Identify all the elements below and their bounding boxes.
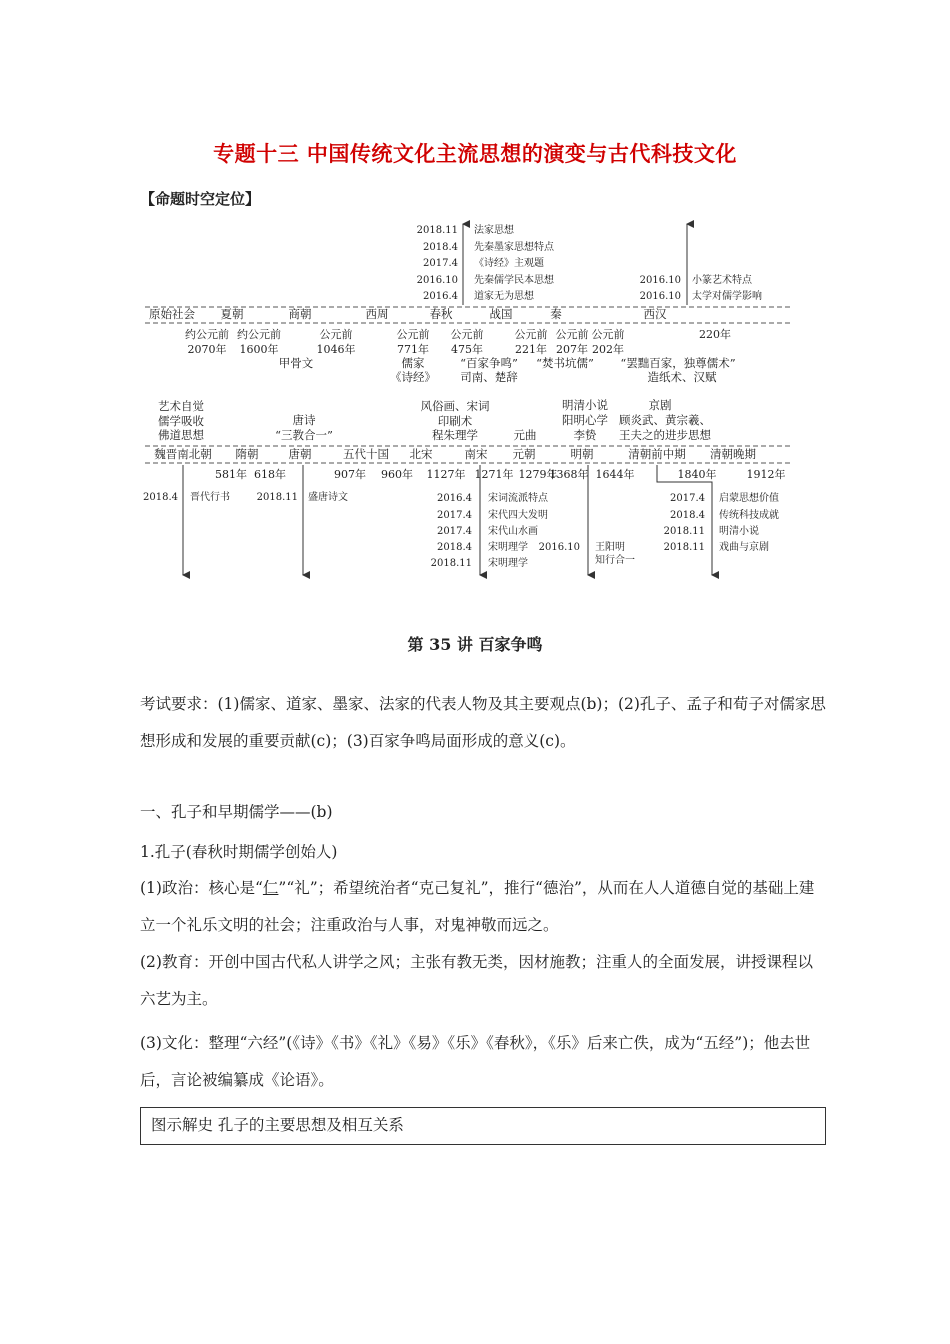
event-label: 元曲 (513, 428, 537, 442)
exam-year-top-left: 2016.4 (423, 291, 458, 302)
p1-rest: ”“礼”；希望统治者“克己复礼”，推行“德治”，从而在人人道德自觉的基础上建立一个礼乐文明的社会；注重政治与人事，对鬼神敬而远之。 (140, 879, 815, 934)
date-label: 1271年 (474, 468, 514, 481)
exam-topic-bottom: 宋词流派特点 (488, 493, 548, 504)
timeline-diagram (0, 210, 950, 585)
paragraph-culture: (3)文化：整理“六经”(《诗》《书》《礼》《易》《乐》《春秋》，《乐》后来亡佚，成为“五经”)；他去世后，言论被编纂成《论语》。 (140, 1034, 811, 1089)
event-label: 阳明心学 (562, 413, 608, 427)
exam-year-top-right: 2016.10 (639, 275, 681, 286)
date-label: 约公元前 (185, 328, 229, 341)
exam-year-bottom: 2017.4 (437, 526, 472, 537)
event-label: 佛道思想 (158, 428, 204, 442)
event-label: 儒家 (401, 356, 425, 370)
era-label: 西汉 (643, 307, 667, 321)
exam-year-top-right: 2016.10 (639, 291, 681, 302)
exam-topic-bottom: 盛唐诗文 (308, 492, 348, 503)
event-label: 风俗画、宋词 (420, 399, 490, 413)
era-label: 明朝 (570, 447, 594, 461)
event-label: 明清小说 (562, 398, 608, 412)
exam-requirements: 考试要求：(1)儒家、道家、墨家、法家的代表人物及其主要观点(b)；(2)孔子、孟子和荀子对儒家思想形成和发展的重要贡献(c)；(3)百家争鸣局面形成的意义(c)。 (140, 695, 826, 750)
date-label: 1644年 (595, 468, 635, 481)
date-label: 1600年 (239, 343, 279, 356)
event-label: 儒学吸收 (158, 414, 204, 428)
exam-year-bottom: 2017.4 (670, 493, 705, 504)
date-label: 公元前 (319, 328, 353, 341)
exam-topic-bottom: 宋代四大发明 (488, 510, 548, 521)
exam-year-bottom: 2018.11 (256, 492, 298, 503)
paragraph-politics (140, 870, 828, 944)
event-label: 司南、楚辞 (460, 370, 518, 384)
exam-year-top-left: 2016.10 (416, 275, 458, 286)
event-label: 《诗经》 (390, 370, 436, 384)
subheading-confucius: 1.孔子(春秋时期儒学创始人) (140, 843, 338, 861)
era-label: 南宋 (464, 447, 488, 461)
era-label: 西周 (365, 307, 389, 321)
date-label: 约公元前 (237, 328, 281, 341)
exam-topic-bottom: 戏曲与京剧 (719, 542, 769, 553)
event-label: “三教合一” (275, 428, 333, 442)
event-label: 艺术自觉 (158, 399, 204, 413)
era-label: 清朝前中期 (628, 447, 686, 461)
event-label: 印刷术 (437, 414, 473, 428)
exam-topic-top-left: 法家思想 (474, 225, 514, 236)
exam-topic-bottom: 明清小说 (719, 526, 759, 537)
exam-year-top-left: 2018.4 (423, 242, 458, 253)
date-label: 1840年 (677, 468, 717, 481)
date-label: 581年 (215, 468, 247, 481)
exam-year-bottom: 2016.4 (437, 493, 472, 504)
date-label: 220年 (699, 328, 731, 341)
exam-year-bottom: 2018.4 (670, 510, 705, 521)
exam-topic-bottom: 晋代行书 (190, 492, 230, 503)
event-label: 王夫之的进步思想 (619, 428, 711, 442)
exam-year-bottom: 2018.4 (143, 492, 178, 503)
era-label: 魏晋南北朝 (154, 447, 212, 461)
date-label: 公元前 (591, 328, 625, 341)
exam-topic-bottom: 宋代山水画 (488, 526, 538, 537)
event-label: “罢黜百家，独尊儒术” (620, 356, 736, 370)
section-label-positioning: 【命题时空定位】 (140, 190, 261, 208)
date-label: 1046年 (316, 343, 356, 356)
era-label: 战国 (489, 307, 513, 321)
exam-year-bottom: 2018.11 (430, 558, 472, 569)
exam-topic-bottom: 启蒙思想价值 (719, 493, 779, 504)
event-label: “焚书坑儒” (536, 356, 594, 370)
exam-topic-top-left: 先秦墨家思想特点 (474, 242, 554, 253)
date-label: 960年 (381, 468, 413, 481)
date-label: 771年 (397, 343, 429, 356)
exam-year-top-left: 2018.11 (416, 225, 458, 236)
exam-topic-top-left: 《诗经》主观题 (474, 258, 544, 269)
p1-prefix: (1)政治：核心是“ (140, 879, 263, 897)
exam-topic-bottom: 宋明理学 (488, 542, 528, 553)
exam-topic-bottom: 王阳明 (595, 542, 625, 553)
page-title: 专题十三 中国传统文化主流思想的演变与古代科技文化 (213, 141, 737, 166)
date-label: 公元前 (450, 328, 484, 341)
lecture-title: 第 35 讲 百家争鸣 (407, 635, 543, 654)
date-label: 207年 (556, 343, 588, 356)
paragraph-education: (2)教育：开创中国古代私人讲学之风；主张有教无类，因材施教；注重人的全面发展，讲授课程以六艺为主。 (140, 953, 813, 1008)
event-label: 李贽 (573, 428, 597, 442)
era-label: 元朝 (512, 447, 536, 461)
date-label: 475年 (451, 343, 483, 356)
date-label: 1127年 (426, 468, 466, 481)
event-label: 造纸术、汉赋 (647, 370, 717, 384)
exam-year-top-left: 2017.4 (423, 258, 458, 269)
date-label: 1368年 (549, 468, 589, 481)
date-label: 1912年 (746, 468, 786, 481)
date-label: 221年 (515, 343, 547, 356)
exam-topic-bottom: 知行合一 (595, 555, 635, 566)
illustration-box-label: 图示解史 孔子的主要思想及相互关系 (151, 1116, 404, 1134)
date-label: 202年 (592, 343, 624, 356)
event-label: “百家争鸣” (460, 356, 518, 370)
exam-year-bottom: 2018.11 (663, 526, 705, 537)
section-heading: 一、孔子和早期儒学——(b) (140, 803, 333, 821)
exam-topic-bottom: 传统科技成就 (719, 510, 779, 521)
exam-year-bottom: 2018.4 (437, 542, 472, 553)
era-label: 五代十国 (343, 447, 389, 461)
era-label: 商朝 (288, 307, 312, 321)
exam-topic-top-right: 太学对儒学影响 (692, 291, 762, 302)
date-label: 618年 (254, 468, 286, 481)
event-label: 程朱理学 (432, 428, 478, 442)
event-label: 甲骨文 (278, 356, 314, 370)
era-label: 唐朝 (288, 447, 312, 461)
ren-underlined: 仁 (262, 879, 279, 897)
illustration-box (140, 1107, 826, 1145)
exam-topic-top-right: 小篆艺术特点 (692, 275, 752, 286)
era-label: 春秋 (429, 307, 453, 321)
era-label: 隋朝 (235, 447, 259, 461)
date-label: 公元前 (396, 328, 430, 341)
era-label: 原始社会 (149, 307, 195, 321)
exam-topic-top-left: 道家无为思想 (474, 291, 534, 302)
event-label: 京剧 (648, 398, 672, 412)
date-label: 2070年 (187, 343, 227, 356)
date-label: 1279年 (518, 468, 558, 481)
exam-topic-bottom: 宋明理学 (488, 558, 528, 569)
date-label: 公元前 (555, 328, 589, 341)
era-label: 北宋 (409, 447, 433, 461)
date-label: 公元前 (514, 328, 548, 341)
event-label: 唐诗 (292, 413, 316, 427)
exam-topic-top-left: 先秦儒学民本思想 (474, 275, 554, 286)
exam-year-bottom: 2017.4 (437, 510, 472, 521)
era-label: 秦 (550, 307, 562, 321)
date-label: 907年 (334, 468, 366, 481)
era-label: 夏朝 (220, 307, 244, 321)
exam-year-bottom: 2018.11 (663, 542, 705, 553)
exam-year-bottom: 2016.10 (538, 542, 580, 553)
event-label: 顾炎武、黄宗羲、 (619, 413, 711, 427)
era-label: 清朝晚期 (710, 447, 756, 461)
